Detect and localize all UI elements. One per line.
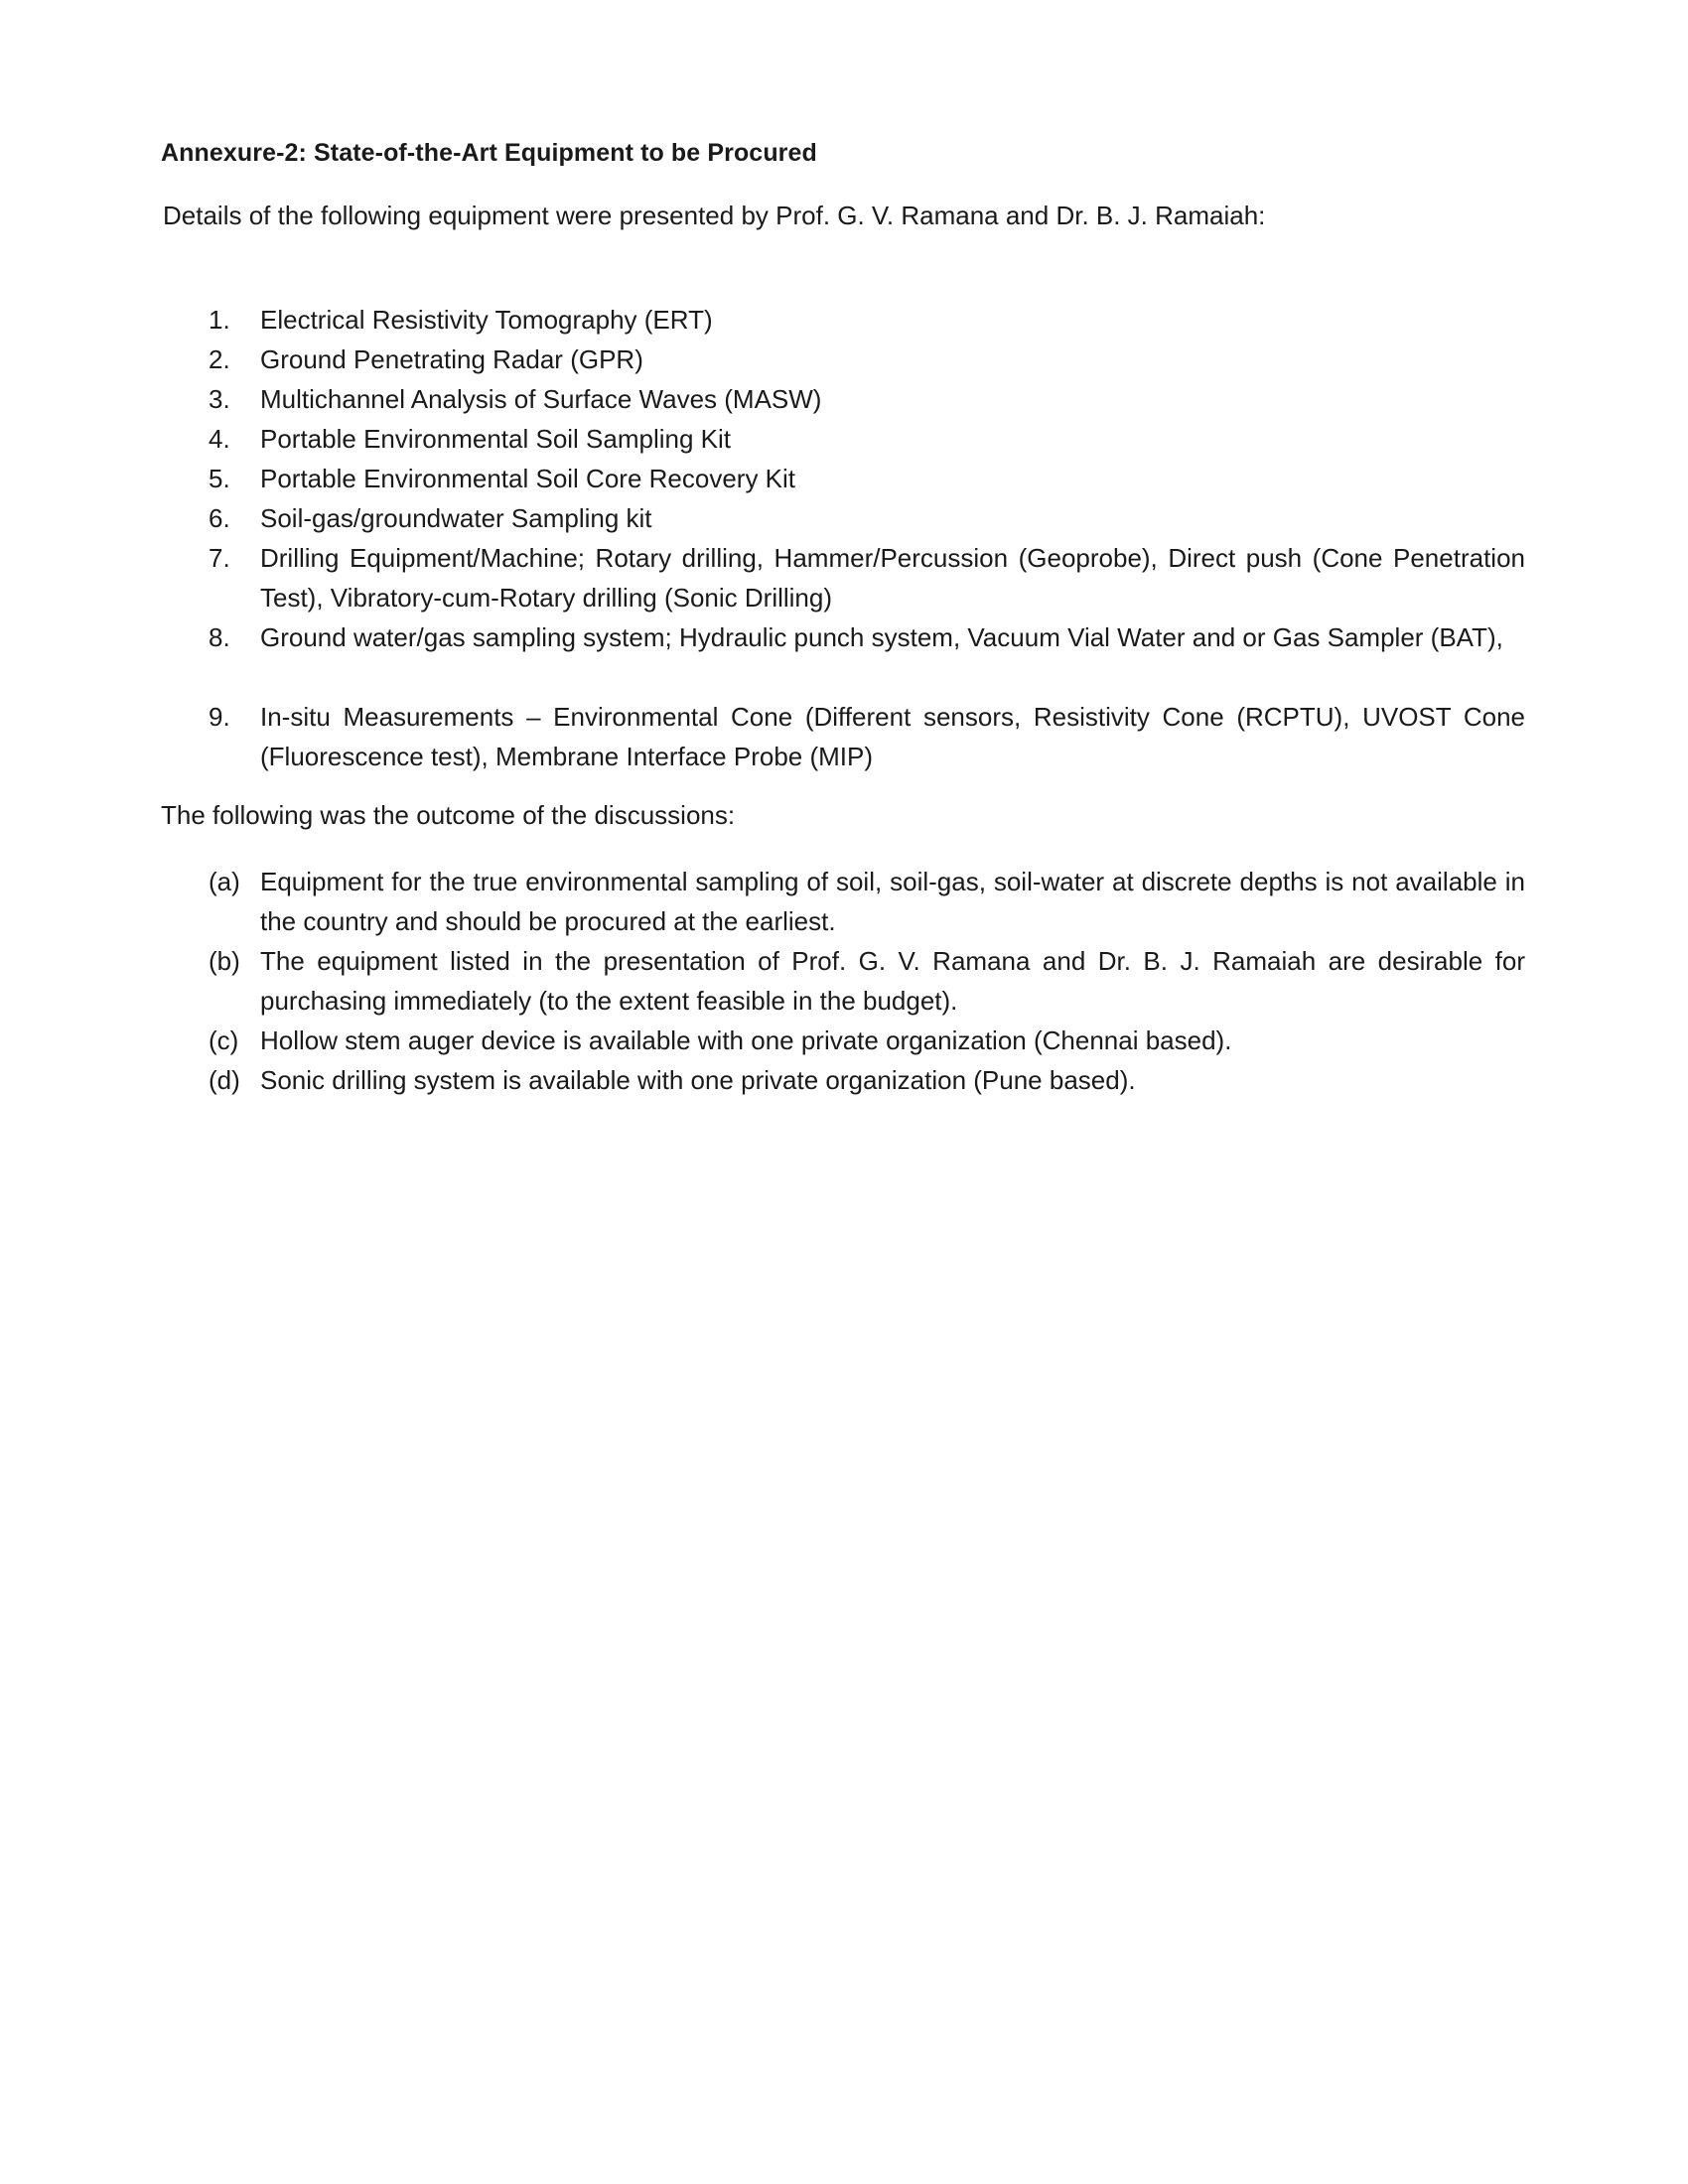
outcome-item-label: (c) [209,1025,239,1055]
outcome-item-label: (d) [209,1065,240,1095]
list-item-text: Electrical Resistivity Tomography (ERT) [260,305,713,335]
outcome-intro-paragraph: The following was the outcome of the discussions: [161,800,736,830]
list-item-number: 9. [209,702,230,732]
list-item-text: Drilling Equipment/Machine; Rotary drilling, Hammer/Percussion (Geoprobe), Direct push (Cone Penetration Test), Vibratory-cum-Rotary drilling (Sonic Drilling) [260,543,1525,613]
outcome-item-label: (b) [209,946,240,976]
list-item-number: 3. [209,384,230,414]
outcome-item-text: Hollow stem auger device is available with one private organization (Chennai based). [260,1025,1232,1055]
list-item-text: Soil-gas/groundwater Sampling kit [260,503,652,533]
list-item-text: Multichannel Analysis of Surface Waves (MASW) [260,384,822,414]
annexure-heading: Annexure-2: State-of-the-Art Equipment to be Procured [161,139,817,167]
list-item-number: 4. [209,424,230,454]
outcome-item-label: (a) [209,867,240,896]
list-item-number: 6. [209,503,230,533]
list-item-number: 2. [209,344,230,374]
list-item-number: 8. [209,622,230,652]
list-item-text: Portable Environmental Soil Sampling Kit [260,424,732,454]
outcome-item-text: The equipment listed in the presentation of Prof. G. V. Ramana and Dr. B. J. Ramaiah are desirable for purchasing immediately (to the extent feasible in the budget). [260,946,1525,1016]
list-item-text: In-situ Measurements – Environmental Cone (Different sensors, Resistivity Cone (RCPTU), UVOST Cone (Fluorescence test), Membrane Interface Probe (MIP) [260,702,1525,771]
outcome-item-text: Sonic drilling system is available with one private organization (Pune based). [260,1065,1136,1095]
list-item-number: 7. [209,543,230,573]
list-item-number: 5. [209,464,230,493]
list-item-text: Ground water/gas sampling system; Hydraulic punch system, Vacuum Vial Water and or Gas Sampler (BAT), [260,622,1503,652]
list-item-text: Portable Environmental Soil Core Recovery Kit [260,464,796,493]
list-item-text: Ground Penetrating Radar (GPR) [260,344,643,374]
outcome-item-text: Equipment for the true environmental sampling of soil, soil-gas, soil-water at discrete depths is not available in the country and should be procured at the earliest. [260,867,1525,936]
list-item-number: 1. [209,305,230,335]
intro-paragraph: Details of the following equipment were presented by Prof. G. V. Ramana and Dr. B. J. Ramaiah: [163,201,1266,230]
